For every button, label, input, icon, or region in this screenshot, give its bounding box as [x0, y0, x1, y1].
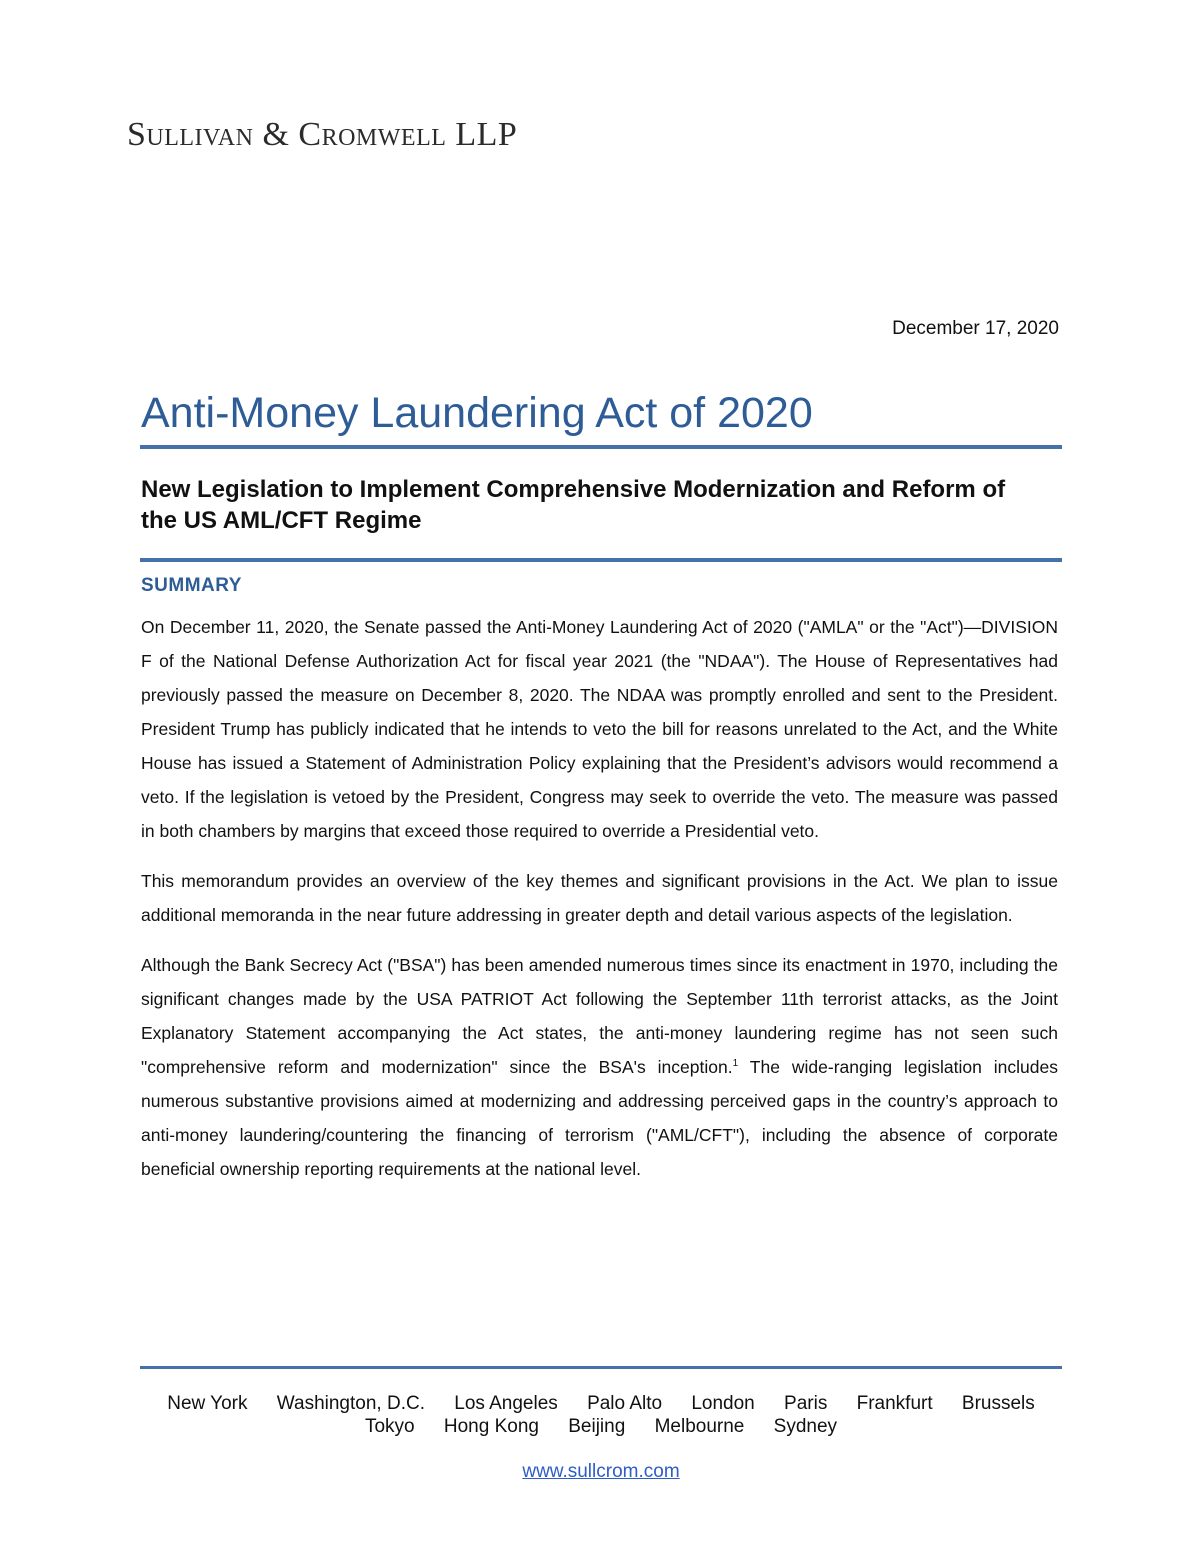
office-location: Melbourne: [654, 1416, 745, 1437]
firm-logo: Sullivan & Cromwell LLP: [127, 116, 518, 153]
document-title: Anti-Money Laundering Act of 2020: [141, 389, 813, 437]
footer-divider: [140, 1366, 1062, 1369]
summary-heading: SUMMARY: [141, 575, 242, 596]
office-location: Beijing: [568, 1416, 626, 1437]
office-location: Los Angeles: [454, 1393, 558, 1414]
office-row-2: [140, 1415, 1062, 1438]
summary-body: [141, 610, 1058, 1202]
paragraph-text: Although the Bank Secrecy Act ("BSA") has been amended numerous times since its enactment in 1970, including the significant changes made by the USA PATRIOT Act following the September 11th terrorist attacks, as the Joint Explanatory Statement accompanying the Act states, the anti-money laundering regime has not seen such "comprehensive reform and modernization" since the BSA's inception.: [141, 955, 1058, 1077]
summary-paragraph: [141, 948, 1058, 1186]
office-location: London: [691, 1393, 755, 1414]
office-location: Tokyo: [364, 1416, 415, 1437]
website-link[interactable]: www.sullcrom.com: [522, 1461, 680, 1482]
office-location: Brussels: [961, 1393, 1035, 1414]
office-location: Washington, D.C.: [276, 1393, 425, 1414]
summary-paragraph: On December 11, 2020, the Senate passed the Anti-Money Laundering Act of 2020 ("AMLA" or the "Act")—DIVISION F of the National Defense Authorization Act for fiscal year 2021 (the "NDAA"). The House of Representatives had previously passed the measure on December 8, 2020. The NDAA was promptly enrolled and sent to the President. President Trump has publicly indicated that he intends to veto the bill for reasons unrelated to the Act, and the White House has issued a Statement of Administration Policy explaining that the President’s advisors would recommend a veto. If the legislation is vetoed by the President, Congress may seek to override the veto. The measure was passed in both chambers by margins that exceed those required to override a Presidential veto.: [141, 617, 1058, 841]
office-location: New York: [167, 1393, 248, 1414]
footer-website: [140, 1461, 1062, 1483]
paragraph-text: The wide-ranging legislation includes numerous substantive provisions aimed at modernizing and addressing perceived gaps in the country’s approach to anti-money laundering/countering the financing of terrorism ("AML/CFT"), including the absence of corporate beneficial ownership reporting requirements at the national level.: [141, 1057, 1058, 1179]
footnote-reference[interactable]: 1: [732, 1058, 739, 1070]
subtitle-divider: [140, 558, 1062, 562]
office-row-1: [140, 1392, 1062, 1415]
memo-date: December 17, 2020: [892, 318, 1059, 339]
office-location: Sydney: [773, 1416, 838, 1437]
office-location: Hong Kong: [443, 1416, 539, 1437]
summary-paragraph: This memorandum provides an overview of the key themes and significant provisions in the Act. We plan to issue additional memoranda in the near future addressing in greater depth and detail various aspects of the legislation.: [141, 871, 1058, 925]
office-location: Frankfurt: [856, 1393, 933, 1414]
office-location: Paris: [784, 1393, 828, 1414]
office-location: Palo Alto: [587, 1393, 663, 1414]
office-locations: [140, 1392, 1062, 1438]
document-subtitle: New Legislation to Implement Comprehensive Modernization and Reform of the US AML/CFT Regime: [141, 476, 1006, 534]
title-divider: [140, 445, 1062, 449]
